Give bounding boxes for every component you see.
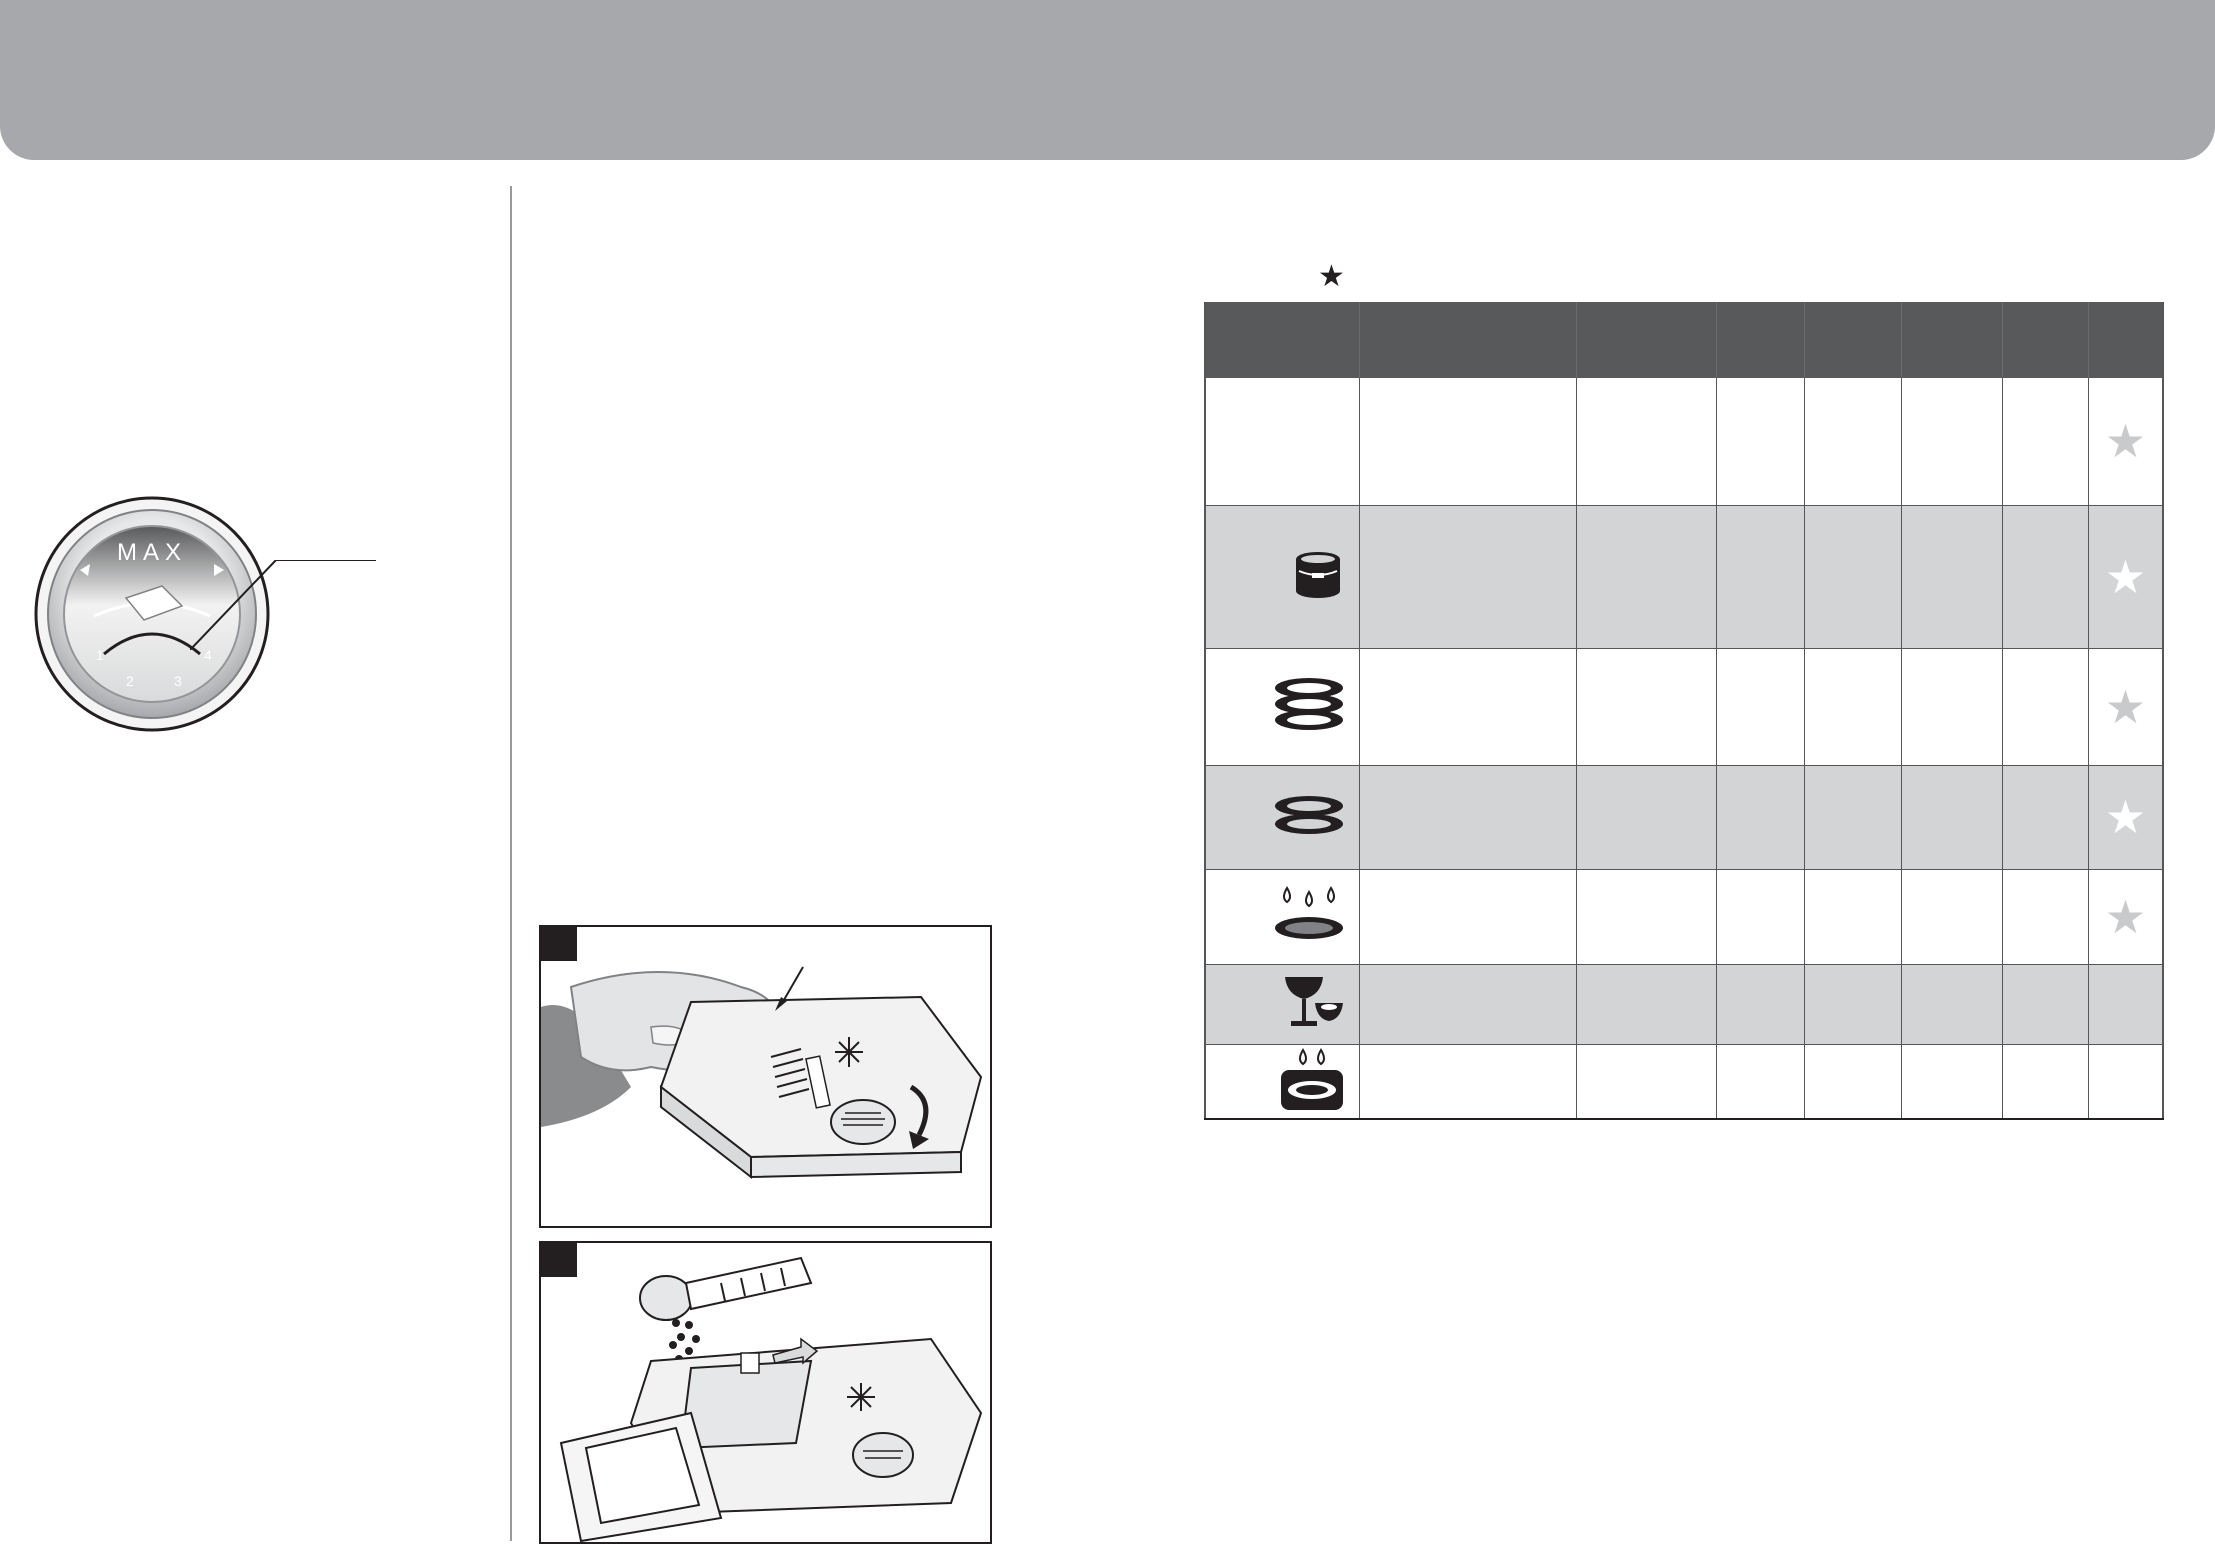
table-row — [1205, 964, 2163, 1044]
figure-open-dispenser — [539, 925, 992, 1228]
table-header-cell — [2089, 302, 2164, 378]
program-icon-cell — [1205, 964, 1360, 1044]
table-row — [1205, 1044, 2163, 1119]
figure-number-tag — [541, 1243, 577, 1277]
table-header-cell — [1717, 302, 1805, 378]
table-header-cell — [1577, 302, 1717, 378]
table-row — [1205, 505, 2163, 648]
two-plates-icon — [1273, 794, 1345, 836]
dial-digit-3: 3 — [174, 673, 182, 689]
table-row — [1205, 869, 2163, 964]
star-cell-empty — [2089, 1044, 2164, 1119]
program-icon-cell — [1205, 378, 1360, 505]
dial-digit-4: 4 — [204, 647, 212, 663]
stacked-plates-icon — [1273, 676, 1345, 732]
column-divider — [510, 186, 512, 1541]
dial-max-label: MAX — [116, 539, 188, 566]
star-icon: ★ — [2089, 765, 2164, 869]
program-table — [1204, 302, 2164, 1120]
dial-digit-1: 1 — [96, 647, 104, 663]
program-icon-cell — [1205, 505, 1360, 648]
star-icon: ★ — [2089, 378, 2164, 505]
dial-digit-2: 2 — [126, 673, 134, 689]
program-icon-cell — [1205, 1044, 1360, 1119]
dispenser-hand-illustration — [541, 927, 990, 1226]
table-header-cell — [2003, 302, 2089, 378]
star-cell-empty — [2089, 964, 2164, 1044]
dispenser-detergent-illustration — [541, 1243, 990, 1542]
program-icon-cell — [1205, 648, 1360, 765]
star-icon: ★ — [2089, 869, 2164, 964]
legend-star-icon: ★ — [1318, 260, 1345, 293]
star-icon: ★ — [2089, 505, 2164, 648]
soak-basin-icon — [1279, 1046, 1345, 1112]
star-icon: ★ — [2089, 648, 2164, 765]
table-header-row — [1205, 302, 2163, 378]
table-row — [1205, 765, 2163, 869]
pot-icon — [1291, 547, 1345, 601]
dial-leader-line — [190, 560, 376, 650]
rinse-drops-plate-icon — [1273, 884, 1345, 944]
figure-fill-dispenser — [539, 1241, 992, 1544]
table-header-cell — [1360, 302, 1577, 378]
table-header-cell — [1902, 302, 2003, 378]
table-header-cell — [1805, 302, 1902, 378]
program-icon-cell — [1205, 869, 1360, 964]
glass-cup-icon — [1279, 973, 1345, 1031]
table-header-cell — [1205, 302, 1360, 378]
program-icon-cell — [1205, 765, 1360, 869]
header-band — [0, 0, 2215, 160]
table-row — [1205, 378, 2163, 505]
figure-number-tag — [541, 927, 577, 961]
table-row — [1205, 648, 2163, 765]
